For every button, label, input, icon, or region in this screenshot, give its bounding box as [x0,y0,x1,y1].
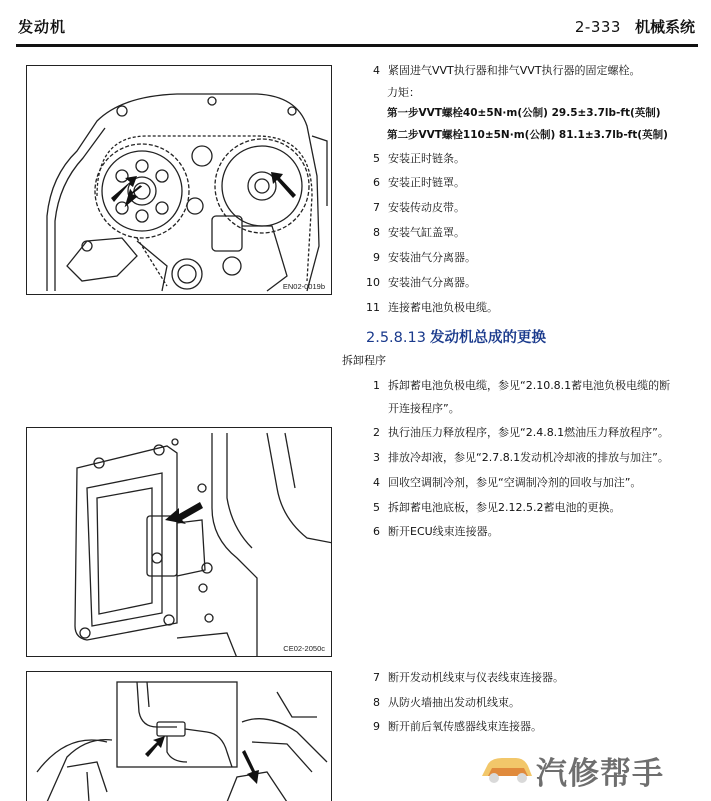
car-logo-icon [478,746,536,786]
section-name: 机械系统 [634,18,695,36]
figure-code: CE02-2050c [283,644,325,653]
watermark [478,746,708,792]
ecu-connector-illustration [27,428,332,657]
torque-step-2: 第二步VVT螺栓110±5N·m(公制) 81.1±3.7lb-ft(英制) [387,129,668,141]
watermark-text: 汽修帮手 [536,756,664,792]
page-header [0,0,711,50]
procedure-subheading: 拆卸程序 [342,354,386,367]
figure-ecu-connector [26,427,332,657]
vvt-sprocket-illustration [27,66,332,295]
section-heading [366,326,546,347]
section-title: 发动机总成的更换 [429,330,546,346]
removal-step-continuation: 开连接程序”。 [388,402,460,415]
figure-engine-harness [26,671,332,801]
page-info [575,16,695,37]
figure-vvt-sprockets [26,65,332,295]
page-number: 2-333 [574,18,621,36]
engine-harness-illustration [27,672,332,801]
chapter-title: 发动机 [18,18,67,36]
section-number: 2.5.8.13 [366,330,426,346]
torque-label: 力矩： [387,86,420,99]
torque-step-1: 第一步VVT螺栓40±5N·m(公制) 29.5±3.7lb-ft(英制) [387,107,661,119]
header-rule [16,44,698,47]
figure-code: EN02-0019b [282,282,325,291]
